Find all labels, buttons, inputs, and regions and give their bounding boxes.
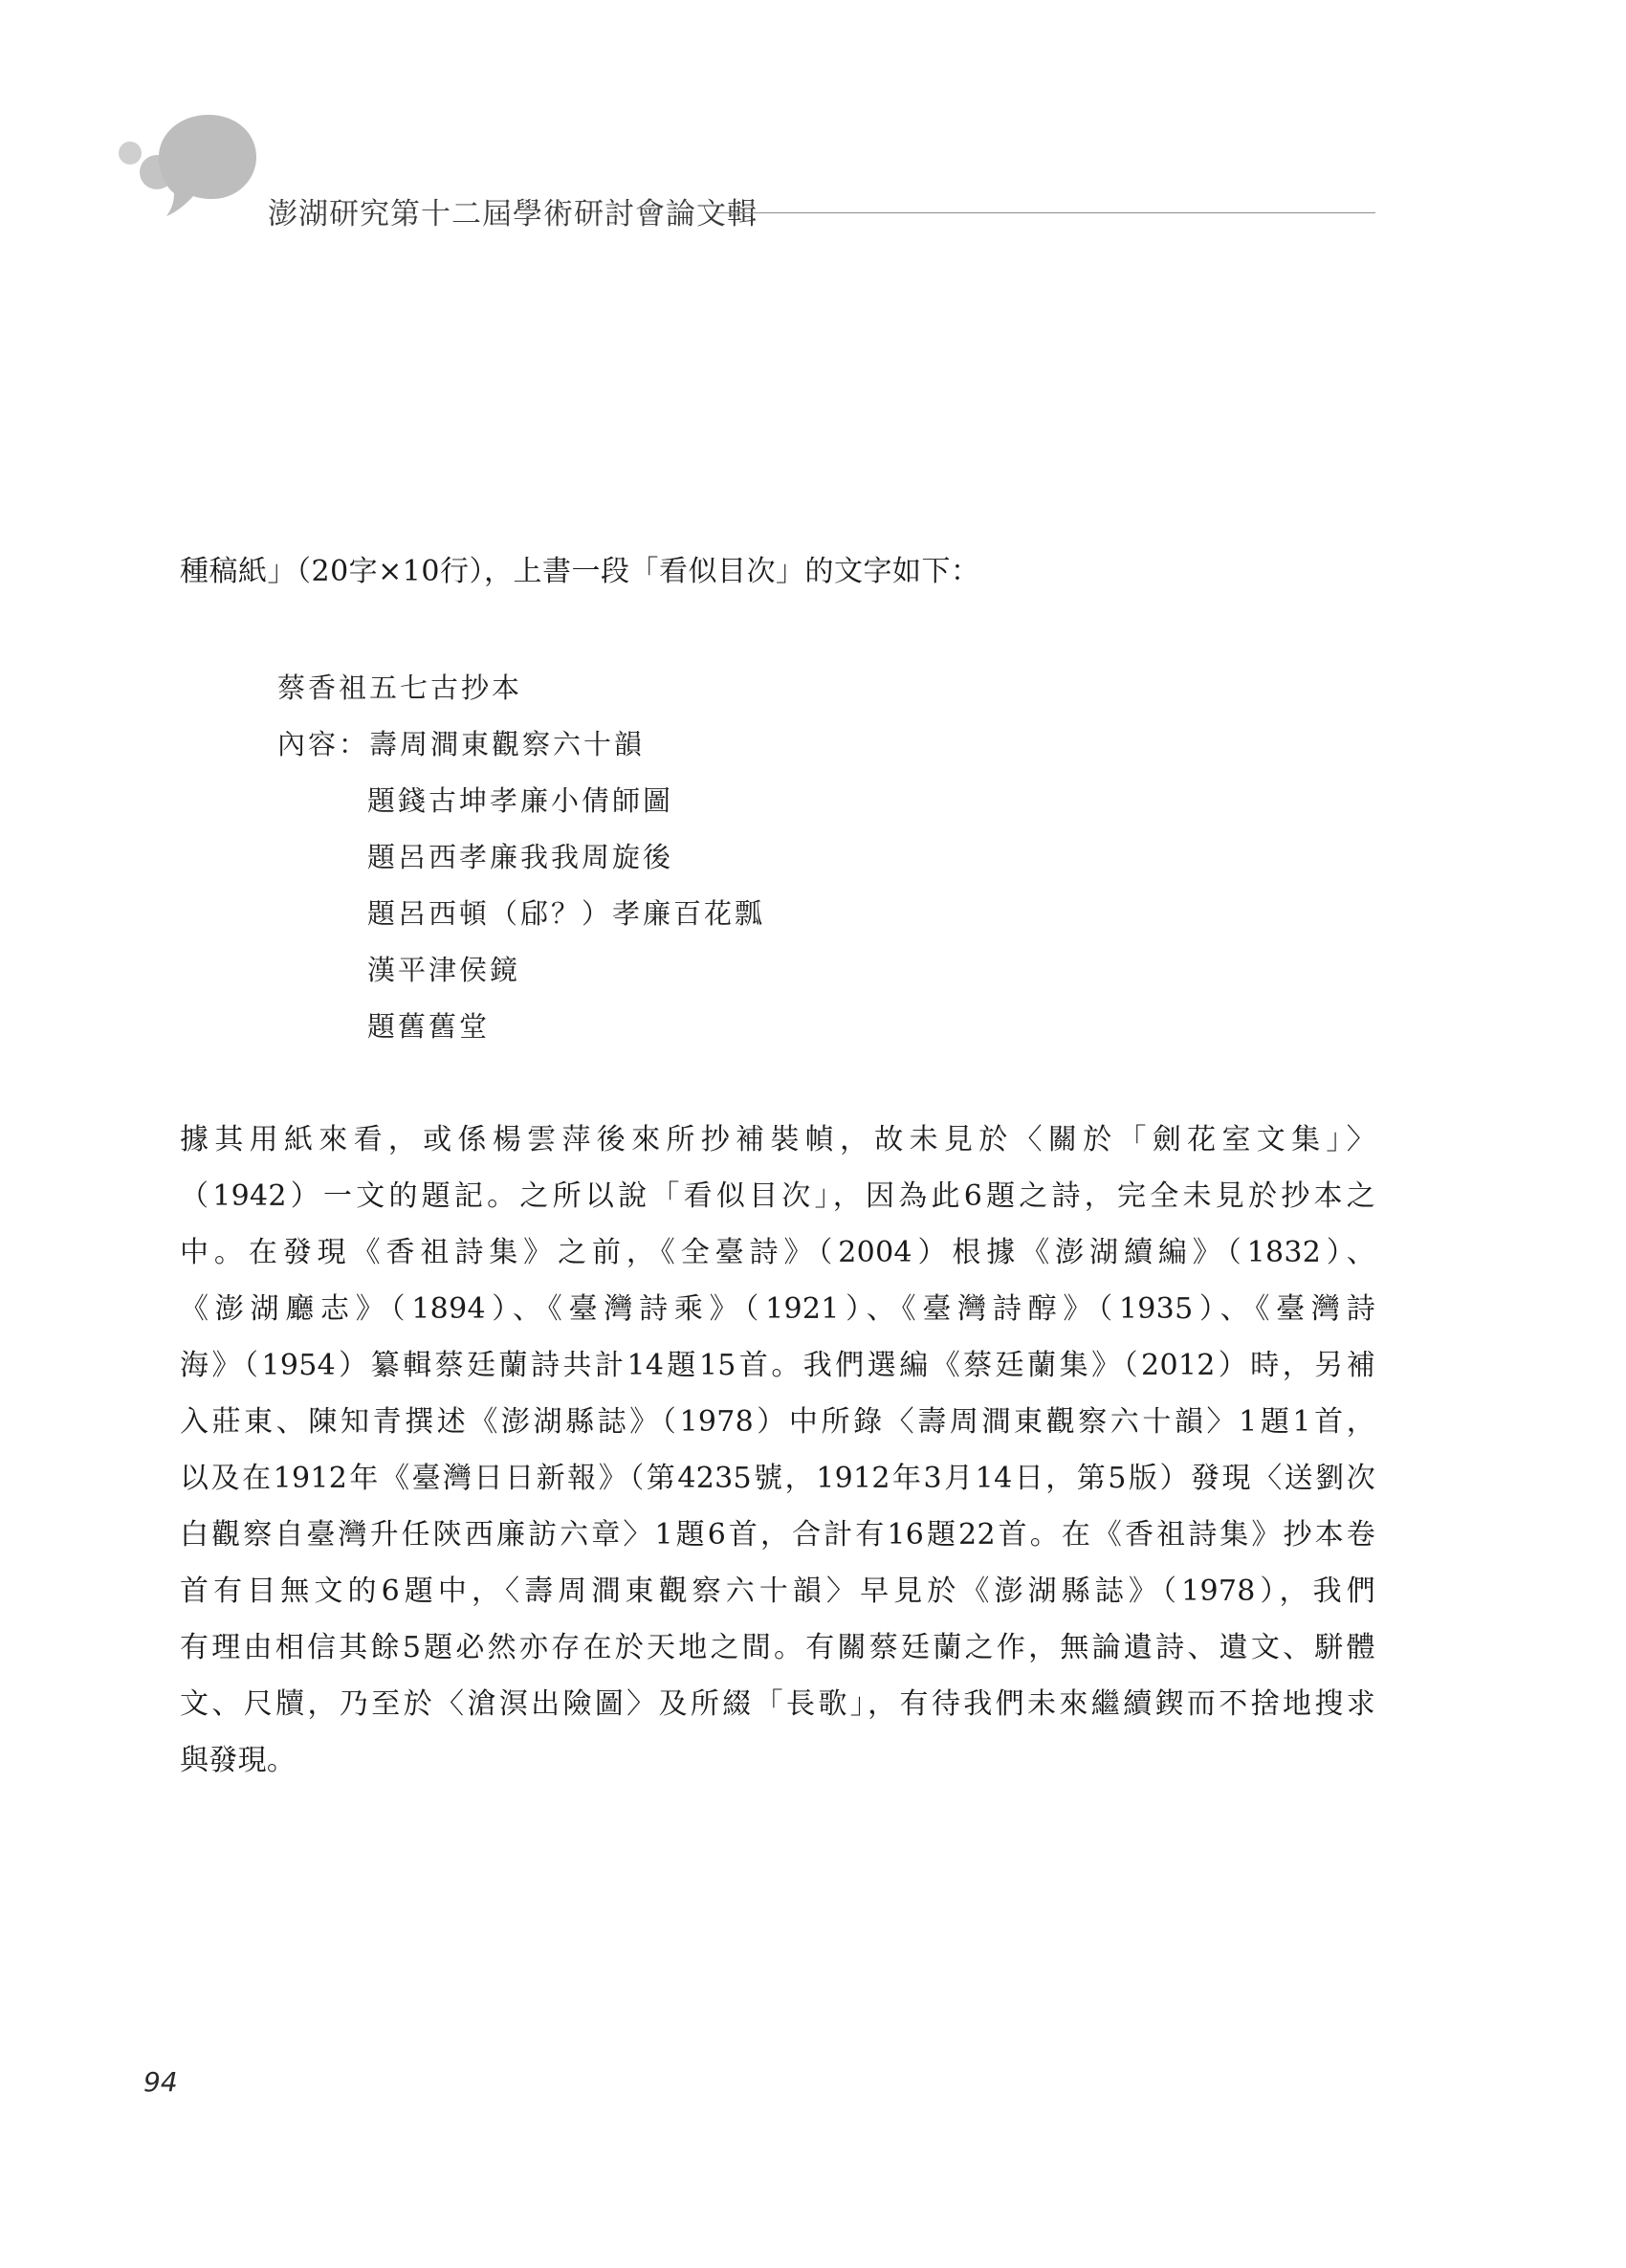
quote-line: 題錢古坤孝廉小倩師圖 <box>367 784 674 817</box>
paragraph-line: 與發現。 <box>180 1744 297 1777</box>
paragraph-line: （1942）一文的題記。之所以說「看似目次」，因為此6題之詩，完全未見於抄本之 <box>180 1179 1375 1213</box>
speech-bubble-logo-icon <box>113 107 266 222</box>
paragraph-line: 文、尺牘，乃至於〈滄溟出險圖〉及所綴「長歌」，有待我們未來繼續鍥而不捨地搜求 <box>180 1687 1375 1721</box>
header-rule <box>715 212 1375 213</box>
paragraph-line: 據其用紙來看，或係楊雲萍後來所抄補裝幀，故未見於〈關於「劍花室文集」〉 <box>180 1123 1375 1156</box>
quote-line: 題舊舊堂 <box>367 1010 491 1043</box>
paragraph-line: 白觀察自臺灣升任陝西廉訪六章〉1題6首，合計有16題22首。在《香祖詩集》抄本卷 <box>180 1518 1375 1552</box>
paragraph-line: 海》（1954）纂輯蔡廷蘭詩共計14題15首。我們選編《蔡廷蘭集》（2012）時，另補 <box>180 1349 1375 1382</box>
quote-line: 內容：壽周澗東觀察六十韻 <box>277 728 646 760</box>
logo-small-dot <box>119 142 142 165</box>
lead-line: 種稿紙」（20字×10行），上書一段「看似目次」的文字如下： <box>180 555 980 588</box>
quote-line: 漢平津侯鏡 <box>367 954 521 986</box>
paragraph-line: 入莊東、陳知青撰述《澎湖縣誌》（1978）中所錄〈壽周澗東觀察六十韻〉1題1首， <box>180 1405 1375 1439</box>
paragraph-line: 《澎湖廳志》（1894）、《臺灣詩乘》（1921）、《臺灣詩醇》（1935）、《臺灣詩 <box>180 1292 1375 1326</box>
paragraph-line: 以及在1912年《臺灣日日新報》（第4235號，1912年3月14日，第5版）發現〈送劉次 <box>180 1462 1375 1495</box>
page-number: 94 <box>143 2066 178 2098</box>
body-paragraph <box>180 1112 1375 1789</box>
quote-line: 蔡香祖五七古抄本 <box>277 672 523 704</box>
logo-bubble <box>159 115 256 216</box>
paragraph-line: 首有目無文的6題中，〈壽周澗東觀察六十韻〉早見於《澎湖縣誌》（1978），我們 <box>180 1574 1375 1608</box>
paragraph-line: 有理由相信其餘5題必然亦存在於天地之間。有關蔡廷蘭之作，無論遺詩、遺文、駢體 <box>180 1631 1375 1664</box>
running-header-title: 澎湖研究第十二屆學術研討會論文輯 <box>268 197 758 231</box>
quote-line: 題呂西頓（郈？）孝廉百花瓢 <box>367 897 766 930</box>
paragraph-line: 中。在發現《香祖詩集》之前，《全臺詩》（2004）根據《澎湖續編》（1832）、 <box>180 1236 1375 1269</box>
quote-line: 題呂西孝廉我我周旋後 <box>367 841 674 873</box>
quoted-contents-block <box>277 660 765 1055</box>
